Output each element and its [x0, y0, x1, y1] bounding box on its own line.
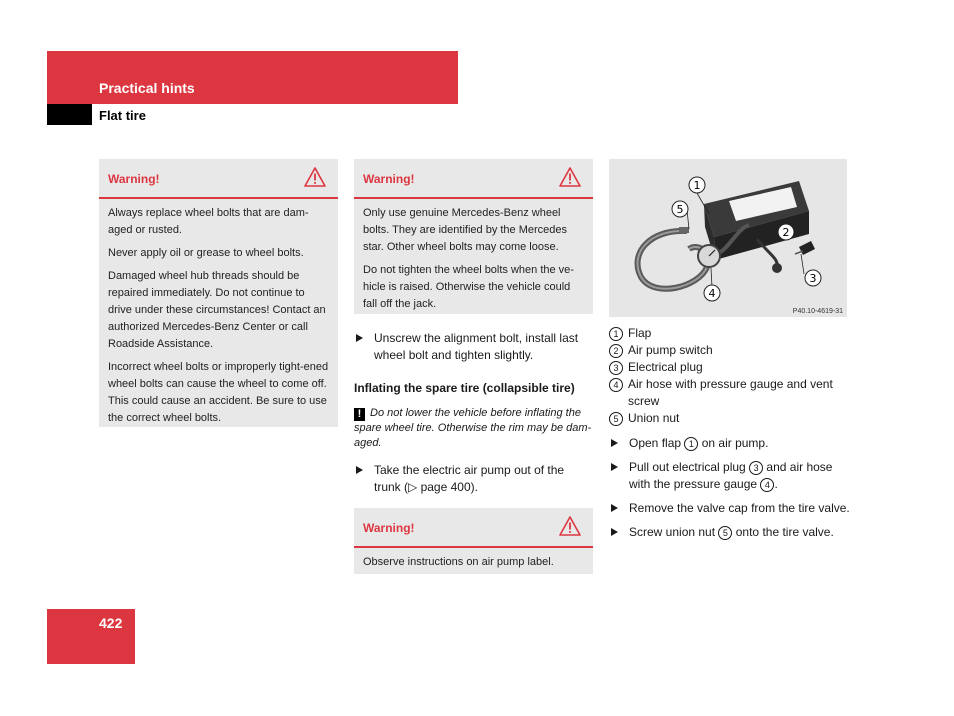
step-text: Pull out electrical plug: [629, 460, 746, 474]
warning-triangle-icon: [304, 167, 326, 187]
callout-5: [672, 201, 688, 217]
legend-text: Air hose with pressure gauge and vent screw: [628, 377, 833, 408]
instruction-step: [354, 462, 594, 496]
figure-code: P40.10-4619-31: [792, 308, 843, 315]
step-text: Open flap: [629, 436, 682, 450]
svg-text:5: 5: [676, 203, 684, 216]
bullet-arrow-icon: [611, 439, 618, 447]
subheading: Inflating the spare tire (collapsible tire): [354, 381, 575, 395]
warning-paragraph: Do not tighten the wheel bolts when the ve-hicle is raised. Otherwise the vehicle could fall off the jack.: [363, 264, 574, 310]
legend-item: [609, 359, 854, 376]
callout-number: 5: [718, 526, 732, 540]
legend-text: Electrical plug: [628, 360, 703, 374]
instruction-step: [354, 330, 594, 364]
instruction-step: [609, 459, 854, 493]
right-column: [609, 325, 854, 548]
instruction-step: [609, 500, 854, 517]
warning-title: Warning!: [108, 172, 160, 186]
warning-paragraph: Damaged wheel hub threads should be repaired immediately. Do not continue to drive under these circumstances! Contact an authorized Mercedes-Benz Center or call Roadside Assistance.: [108, 270, 326, 350]
air-pump-illustration: [609, 159, 847, 317]
legend-text: Union nut: [628, 411, 680, 425]
bullet-arrow-icon: [356, 466, 363, 474]
warning-box-genuine-bolts: [354, 159, 593, 314]
warning-triangle-icon: [559, 516, 581, 536]
exclamation-icon: !: [354, 408, 365, 421]
legend-item: [609, 342, 854, 359]
legend-item: [609, 410, 854, 427]
callout-number: 4: [760, 478, 774, 492]
callout-3: [805, 270, 821, 286]
header-marker: [47, 104, 92, 125]
warning-box-air-pump: [354, 508, 593, 574]
instruction-step: [609, 435, 854, 452]
step-text: Remove the valve cap from the tire valve.: [629, 501, 850, 515]
legend-item: [609, 325, 854, 342]
bullet-arrow-icon: [611, 528, 618, 536]
warning-body: [354, 548, 593, 583]
callout-number: 1: [684, 437, 698, 451]
svg-text:1: 1: [693, 179, 701, 192]
callout-number: 4: [609, 378, 623, 392]
warning-header: [99, 159, 338, 199]
warning-paragraph: Only use genuine Mercedes-Benz wheel bolts. They are identified by the Mercedes star. Other wheel bolts may come loose.: [363, 207, 568, 253]
instruction-step: [609, 524, 854, 541]
step-text: on air pump.: [701, 436, 769, 450]
warning-paragraph: Observe instructions on air pump label.: [363, 556, 554, 568]
legend-item: [609, 376, 854, 410]
step-text: Unscrew the alignment bolt, install last wheel bolt and tighten slightly.: [374, 331, 579, 362]
callout-number: 5: [609, 412, 623, 426]
warning-header: [354, 508, 593, 548]
warning-paragraph: Incorrect wheel bolts or improperly tight-ened wheel bolts can cause the wheel to come off. This could cause an accident. Be sure to use the correct wheel bolts.: [108, 361, 329, 424]
bullet-arrow-icon: [356, 334, 363, 342]
warning-title: Warning!: [363, 521, 415, 535]
page-number: 422: [99, 615, 123, 631]
step-text: Take the electric air pump out of the trunk (▷ page 400).: [374, 463, 565, 494]
callout-number: 2: [609, 344, 623, 358]
step-text: Screw union nut: [629, 525, 716, 539]
callout-4: [704, 285, 720, 301]
figure-legend: [609, 325, 854, 427]
air-pump-figure: [609, 159, 847, 317]
notice: [354, 406, 594, 450]
legend-text: Flap: [628, 326, 652, 340]
section-title: Practical hints: [99, 80, 195, 96]
step-text: and air hose with the pressure gauge: [629, 460, 833, 491]
callout-number: 1: [609, 327, 623, 341]
callout-1: [689, 177, 705, 193]
warning-box-bolts: [99, 159, 338, 427]
warning-body: [354, 199, 593, 325]
warning-header: [354, 159, 593, 199]
bullet-arrow-icon: [611, 504, 618, 512]
svg-text:3: 3: [809, 272, 817, 285]
svg-text:2: 2: [782, 226, 790, 239]
callout-number: 3: [749, 461, 763, 475]
warning-triangle-icon: [559, 167, 581, 187]
warning-paragraph: Never apply oil or grease to wheel bolts.: [108, 247, 304, 259]
callout-2: [778, 224, 794, 240]
warning-title: Warning!: [363, 172, 415, 186]
callout-number: 3: [609, 361, 623, 375]
notice-text: Do not lower the vehicle before inflating the spare wheel tire. Otherwise the rim may be dam-aged.: [354, 407, 592, 449]
subsection-title: Flat tire: [99, 108, 146, 123]
step-text: onto the tire valve.: [735, 525, 834, 539]
step-text: .: [774, 477, 778, 491]
bullet-arrow-icon: [611, 463, 618, 471]
legend-text: Air pump switch: [628, 343, 713, 357]
warning-body: [99, 199, 338, 439]
middle-column: [354, 330, 594, 503]
svg-text:4: 4: [708, 287, 716, 300]
header-band: [47, 51, 458, 104]
warning-paragraph: Always replace wheel bolts that are dam-aged or rusted.: [108, 207, 309, 236]
